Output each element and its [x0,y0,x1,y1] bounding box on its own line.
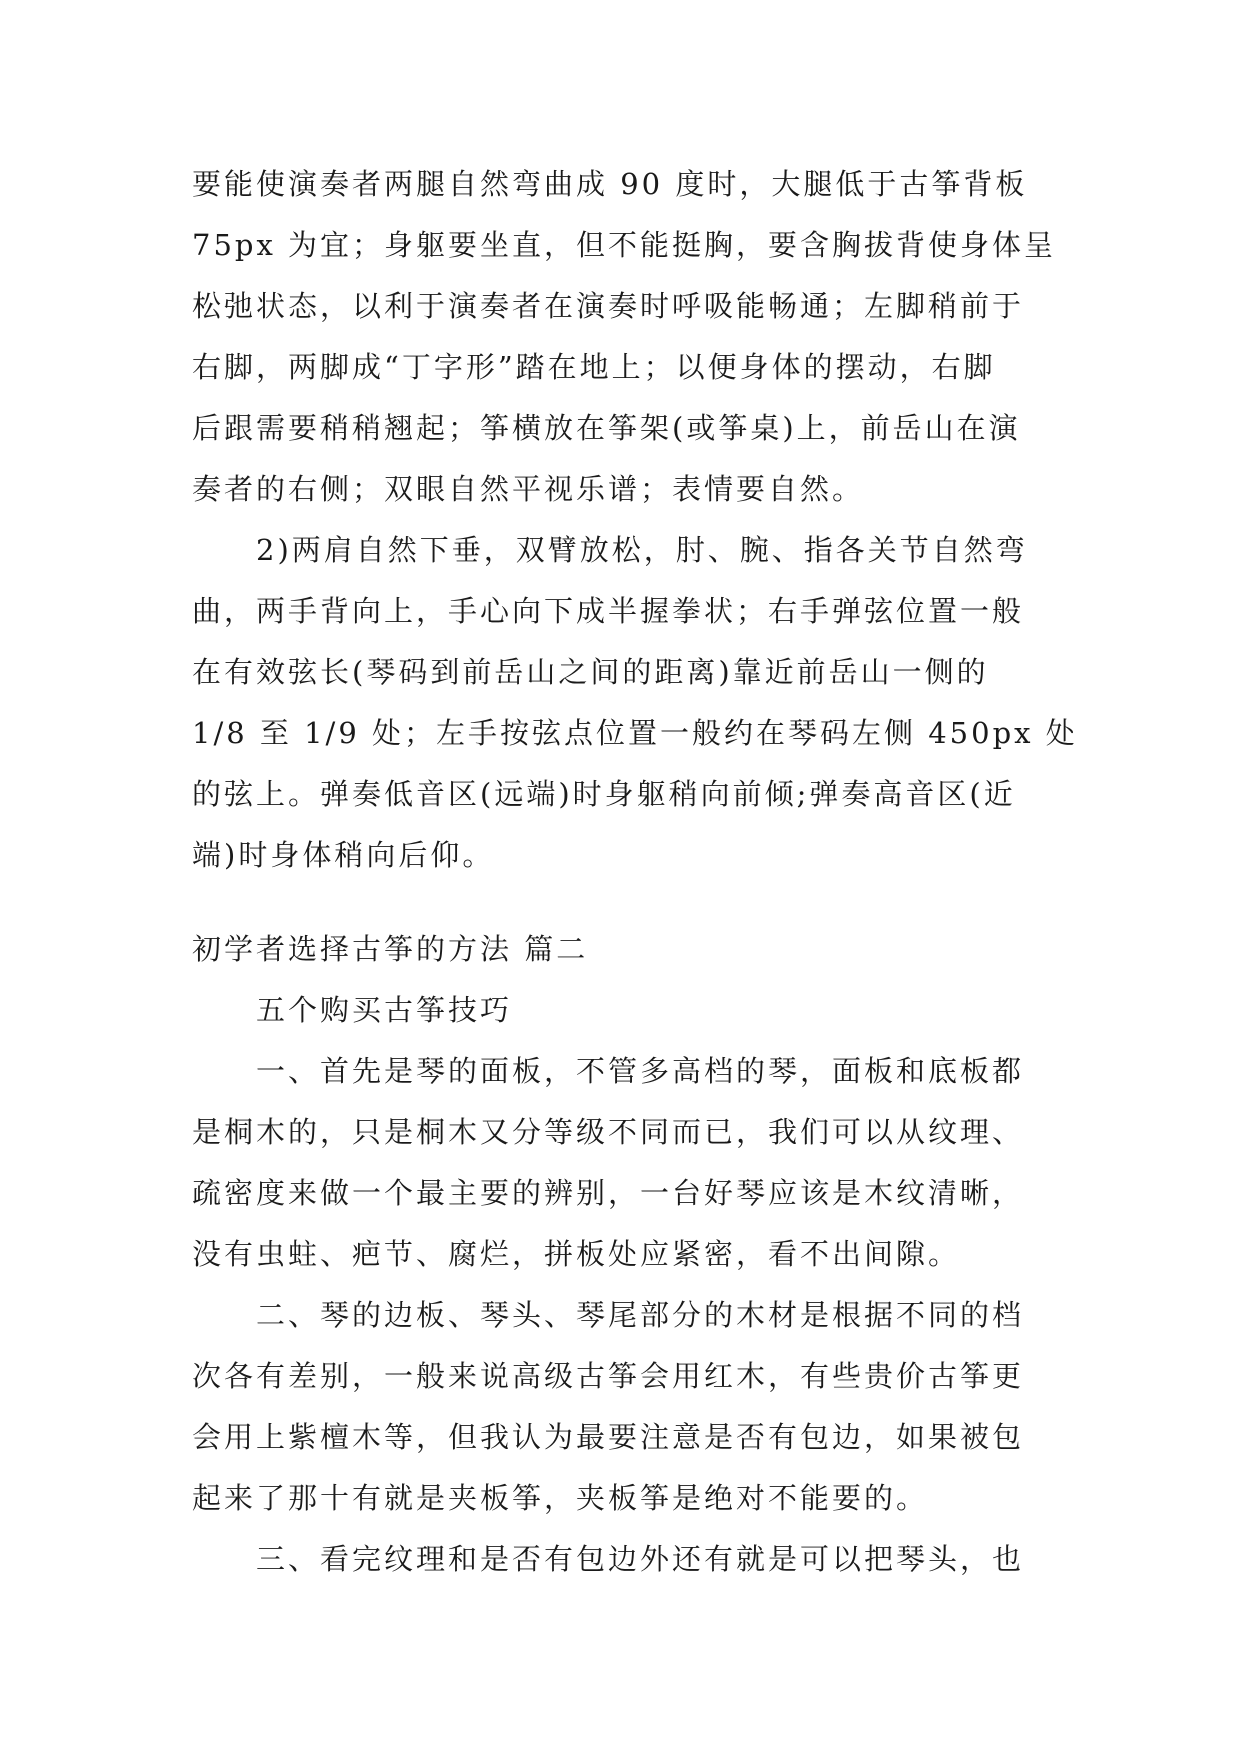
paragraph-line: 2)两肩自然下垂，双臂放松，肘、腕、指各关节自然弯 [256,533,1028,567]
paragraph-line: 1/8 至 1/9 处；左手按弦点位置一般约在琴码左侧 450px 处 [192,716,1078,750]
section-title: 初学者选择古筝的方法 篇二 [192,932,589,966]
paragraph-line: 是桐木的，只是桐木又分等级不同而已，我们可以从纹理、 [192,1115,1025,1149]
paragraph-line: 起来了那十有就是夹板筝，夹板筝是绝对不能要的。 [192,1481,929,1515]
paragraph-line: 右脚，两脚成“丁字形”踏在地上；以便身体的摆动，右脚 [192,350,996,384]
paragraph-line: 曲，两手背向上，手心向下成半握拳状；右手弹弦位置一般 [192,594,1025,628]
paragraph-line: 次各有差别，一般来说高级古筝会用红木，有些贵价古筝更 [192,1359,1025,1393]
paragraph-line: 后跟需要稍稍翘起；筝横放在筝架(或筝桌)上，前岳山在演 [192,411,1021,445]
paragraph-line: 端)时身体稍向后仰。 [192,838,495,872]
paragraph-line: 要能使演奏者两腿自然弯曲成 90 度时，大腿低于古筝背板 [192,167,1028,201]
paragraph-line: 会用上紫檀木等，但我认为最要注意是否有包边，如果被包 [192,1420,1025,1454]
paragraph-line: 一、首先是琴的面板，不管多高档的琴，面板和底板都 [256,1054,1025,1088]
paragraph-line: 疏密度来做一个最主要的辨别，一台好琴应该是木纹清晰， [192,1176,1025,1210]
section-subtitle: 五个购买古筝技巧 [256,993,513,1027]
paragraph-line: 在有效弦长(琴码到前岳山之间的距离)靠近前岳山一侧的 [192,655,989,689]
paragraph-line: 75px 为宜；身躯要坐直，但不能挺胸，要含胸拔背使身体呈 [192,228,1057,262]
paragraph-line: 奏者的右侧；双眼自然平视乐谱；表情要自然。 [192,472,865,506]
paragraph-line: 三、看完纹理和是否有包边外还有就是可以把琴头，也 [256,1542,1025,1576]
paragraph-line: 二、琴的边板、琴头、琴尾部分的木材是根据不同的档 [256,1298,1025,1332]
paragraph-line: 的弦上。弹奏低音区(远端)时身躯稍向前倾;弹奏高音区(近 [192,777,1016,811]
paragraph-line: 松弛状态，以利于演奏者在演奏时呼吸能畅通；左脚稍前于 [192,289,1025,323]
paragraph-line: 没有虫蛀、疤节、腐烂，拼板处应紧密，看不出间隙。 [192,1237,961,1271]
